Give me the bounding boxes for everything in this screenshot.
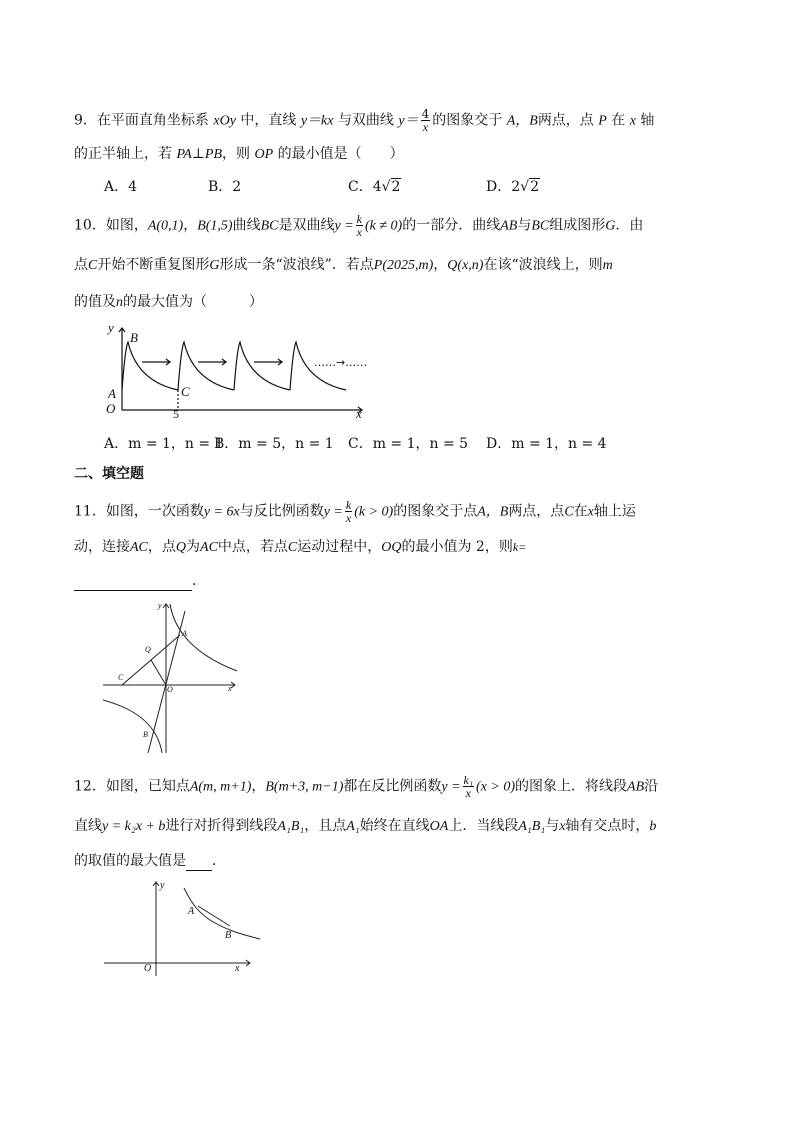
wave-segment-3 — [234, 342, 290, 390]
q11-text: (k > 0) — [354, 504, 394, 520]
q10-option-d: D．m = 1，n = 4 — [486, 436, 607, 452]
q11-text: ，点 — [147, 539, 176, 555]
fraction-denominator: x — [345, 511, 352, 525]
segment-oq — [151, 660, 166, 685]
q11-figure — [100, 598, 245, 755]
q9-text: y＝kx — [300, 113, 334, 129]
q11-text: 在 — [573, 503, 588, 520]
label-b: B — [225, 930, 232, 941]
q9-text: 两点，点 — [537, 112, 594, 129]
q9-fraction — [421, 108, 431, 133]
q11-text: 动，连接 — [74, 539, 130, 555]
label-a: A — [188, 906, 195, 917]
q10-text: (k ≠ 0) — [365, 218, 403, 234]
q10-option-c: C．m = 1，n = 5 — [348, 436, 469, 452]
label-q: Q — [145, 645, 151, 654]
q12-text: A(m, m+1) — [189, 779, 252, 795]
wave-segment-2 — [178, 342, 234, 390]
fraction-denominator: x — [356, 225, 362, 239]
q9-text: xOy — [213, 113, 236, 129]
label-dots: ……→…… — [314, 356, 368, 369]
q11-text: 轴上运 — [593, 503, 636, 520]
q10-text: 曲线 — [232, 217, 261, 234]
q9-text: 9．在平面直角坐标系 — [74, 112, 209, 129]
q12-text: y = — [441, 779, 461, 795]
q9-option-a: A．4 — [104, 179, 138, 195]
q12-text: 进行对折得到线段 — [165, 818, 278, 834]
q12-text: A₁ — [346, 819, 360, 834]
fraction-numerator: k — [356, 212, 362, 226]
q11-text: OQ — [381, 540, 402, 555]
q10-text: BC — [531, 218, 550, 234]
q9-text: 的正半轴上，若 — [74, 146, 172, 162]
q10-wave-figure — [100, 318, 380, 420]
q12-text: A₁B₁ — [277, 819, 305, 834]
q10-text: 点 — [74, 257, 88, 273]
q10-text: m — [602, 258, 613, 273]
section-heading: 二、填空题 — [74, 466, 144, 482]
q10-text: C — [88, 258, 98, 273]
label-o: O — [106, 401, 116, 416]
q11-text: AC — [130, 540, 148, 555]
q9-text: PA⊥PB — [176, 147, 223, 162]
q9-text: 与双曲线 — [337, 112, 394, 129]
q9-text: ，则 — [222, 146, 251, 162]
q11-text: 的最小值为 2，则 — [401, 539, 513, 555]
q11-text: x — [587, 504, 594, 520]
label-y: y — [160, 880, 165, 891]
q9-line-2 — [74, 145, 404, 164]
q11-text: 11．如图，一次函数 — [74, 503, 204, 520]
q11-text: C — [564, 504, 574, 520]
q11-line-2 — [74, 538, 526, 557]
q12-text: b — [649, 819, 657, 834]
q12-text: ． — [212, 853, 226, 869]
q12-text: 轴有交点时， — [565, 818, 650, 834]
q9-text: x — [629, 113, 636, 129]
q12-text: ， — [251, 778, 266, 795]
q10-text: Q(x,n) — [447, 258, 484, 273]
hyperbola-branch-1 — [170, 604, 237, 671]
q10-text: G — [605, 218, 616, 234]
q10-line-3 — [74, 293, 263, 312]
q11-answer-blank[interactable] — [74, 572, 192, 591]
q10-line-2 — [74, 256, 613, 275]
label-c: C — [181, 384, 190, 399]
q12-text: 沿 — [644, 778, 659, 795]
q11-text: 为 — [186, 539, 201, 555]
q11-text: 两点，点 — [508, 503, 565, 520]
q10-option-a: A．m = 1，n = 1 — [104, 436, 224, 452]
q10-text: y = — [334, 218, 354, 234]
q11-text: k= — [512, 540, 527, 554]
q11-fraction — [345, 499, 352, 524]
q11-text: Q — [175, 540, 187, 555]
q12-text: ，且点 — [304, 818, 347, 834]
q11-text: C — [287, 540, 298, 555]
q10-text: ．由 — [615, 217, 644, 234]
q10-text: 在该“波浪线上，则 — [483, 257, 603, 273]
q12-text: 都在反比例函数 — [343, 778, 442, 795]
wave-segment-1 — [122, 342, 178, 390]
q12-text: B(m+3, m−1) — [265, 779, 344, 795]
q11-text: 与反比例函数 — [239, 503, 324, 520]
q9-text: 轴 — [640, 112, 655, 129]
q9-option-b: B．2 — [208, 179, 242, 195]
option-label: C．4 — [348, 179, 382, 195]
label-a: A — [182, 629, 187, 638]
q12-text: OA — [429, 819, 449, 834]
q12-text: y = k₂x + b — [102, 819, 166, 834]
q12-text: 始终在直线 — [359, 818, 430, 834]
q10-option-b: B．m = 5，n = 1 — [214, 436, 334, 452]
q10-text: AB — [500, 218, 518, 234]
q12-figure — [100, 876, 265, 978]
q11-line-1 — [74, 499, 636, 524]
q10-text: 10．如图， — [74, 217, 148, 234]
q10-text: n — [116, 295, 123, 310]
q9-text: OP — [254, 147, 274, 162]
q10-text: 形成一条“波浪线”．若点 — [219, 257, 374, 273]
q10-fraction — [356, 213, 363, 238]
option-label: D．2 — [486, 179, 521, 195]
q9-text: 中，直线 — [240, 112, 297, 129]
label-o: O — [144, 963, 152, 974]
label-a: A — [108, 386, 116, 401]
q11-text: AC — [200, 540, 218, 555]
label-y: y — [158, 601, 162, 610]
q12-text: 上．当线段 — [448, 818, 519, 834]
label-b: B — [130, 330, 138, 345]
q11-text: ． — [192, 573, 206, 589]
q11-text: 运动过程中， — [297, 539, 382, 555]
q12-text: 与 — [545, 818, 560, 834]
q10-text: G — [209, 258, 220, 273]
q10-text: 与 — [517, 217, 532, 234]
q12-line-1 — [74, 774, 658, 799]
q12-text: A₁B₁ — [518, 819, 546, 834]
q9-line-1 — [74, 108, 654, 133]
q10-text: 的一部分．曲线 — [402, 217, 501, 234]
q10-text: ， — [433, 257, 448, 273]
q9-text: y＝ — [398, 113, 419, 129]
q10-text: 的值及 — [74, 294, 116, 310]
fraction-numerator: k — [345, 498, 352, 512]
q11-text: y = — [323, 504, 343, 520]
q12-text: 12．如图，已知点 — [74, 778, 190, 795]
q12-line-2 — [74, 817, 656, 836]
q11-text: 中点，若点 — [217, 539, 288, 555]
label-five: 5 — [173, 407, 179, 420]
q9-text: 在 — [611, 112, 626, 129]
q11-line-3 — [74, 572, 206, 591]
radicand: 2 — [391, 179, 401, 195]
q9-text: A，B — [506, 113, 538, 129]
q12-text: x — [559, 819, 566, 834]
q10-text: P(2025,m) — [373, 258, 434, 273]
q10-text: BC — [260, 218, 279, 234]
q9-text: 的最小值是（ ） — [277, 146, 404, 162]
label-x: x — [228, 684, 232, 693]
q12-text: AB — [627, 779, 645, 795]
q12-line-3 — [74, 852, 226, 871]
q10-text: ， — [183, 217, 198, 234]
q11-text: y = 6x — [203, 504, 240, 520]
q11-text: 的图象交于点 — [393, 503, 478, 520]
q10-text: A(0,1) — [147, 218, 184, 234]
q10-line-1 — [74, 213, 643, 238]
label-o: O — [167, 685, 173, 694]
label-b: B — [143, 730, 148, 739]
label-x: x — [356, 406, 362, 420]
fraction-numerator: 4 — [421, 107, 430, 121]
fraction-numerator: k₁ — [463, 773, 474, 787]
label-x: x — [235, 963, 240, 974]
hyperbola-curve — [184, 888, 260, 939]
label-c: C — [118, 673, 124, 682]
q12-text: 直线 — [74, 818, 102, 834]
segment-ab — [198, 906, 230, 926]
radicand: 2 — [530, 179, 539, 195]
label-y: y — [108, 320, 114, 335]
q10-text: 是双曲线 — [278, 217, 335, 234]
q12-answer-blank[interactable] — [186, 852, 212, 871]
q10-text: B(1,5) — [197, 218, 233, 234]
q12-text: 的取值的最大值是 — [74, 853, 186, 869]
q10-text: 的最大值为（ ） — [123, 294, 263, 310]
q10-text: 开始不断重复图形 — [97, 257, 210, 273]
hyperbola-branch-2 — [103, 700, 162, 753]
q9-option-d: D．2√2 — [486, 179, 539, 195]
q11-text: A，B — [477, 504, 509, 520]
q9-text: P — [598, 113, 607, 129]
q12-fraction — [463, 774, 475, 799]
q9-text: 的图象交于 — [432, 112, 503, 129]
q10-text: 组成图形 — [549, 217, 606, 234]
q9-option-c: C．4√2 — [348, 179, 401, 195]
q12-text: (x > 0) — [476, 779, 516, 795]
q12-text: 的图象上．将线段 — [515, 778, 628, 795]
fraction-denominator: x — [465, 786, 471, 800]
fraction-denominator: x — [422, 120, 429, 134]
